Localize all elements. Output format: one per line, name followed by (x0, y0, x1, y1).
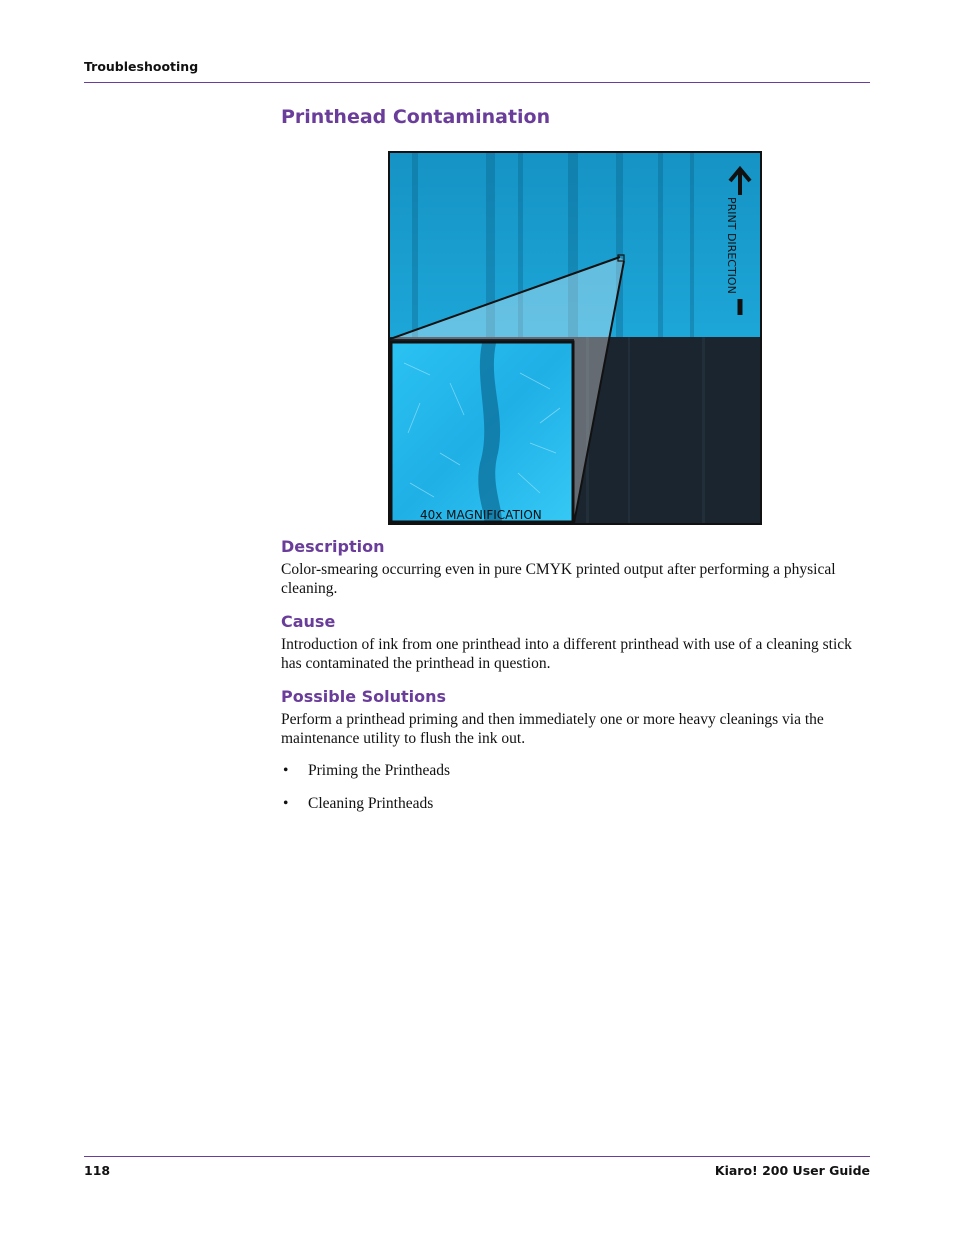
description-heading: Description (281, 537, 385, 556)
page-title: Printhead Contamination (281, 106, 551, 128)
figure-svg (390, 153, 760, 523)
solutions-text: Perform a printhead priming and then immediately one or more heavy cleanings via the maintenance utility to flush the ink out. (281, 711, 824, 747)
bullet-cleaning-link[interactable]: Cleaning Printheads (308, 795, 434, 812)
magnified-inset (390, 341, 574, 523)
header-rule (84, 82, 870, 83)
running-header: Troubleshooting (84, 59, 199, 74)
print-direction-label: PRINT DIRECTION (725, 197, 738, 294)
bullet-priming-link[interactable]: Priming the Printheads (308, 762, 451, 779)
cause-text: Introduction of ink from one printhead into a different printhead with use of a cleaning stick has contaminated the printhead in question. (281, 636, 852, 672)
magnification-label: 40x MAGNIFICATION (420, 508, 542, 522)
list-item (283, 761, 450, 780)
bullet-icon: • (283, 795, 289, 812)
contamination-figure (388, 151, 762, 525)
guide-title: Kiaro! 200 User Guide (714, 1163, 870, 1178)
footer-rule (84, 1156, 870, 1157)
page-number: 118 (84, 1163, 111, 1178)
list-item (283, 794, 433, 813)
bullet-icon: • (283, 762, 289, 779)
cause-heading: Cause (281, 612, 336, 631)
solutions-heading: Possible Solutions (281, 687, 447, 706)
description-text: Color-smearing occurring even in pure CMYK printed output after performing a physical cleaning. (281, 561, 836, 597)
